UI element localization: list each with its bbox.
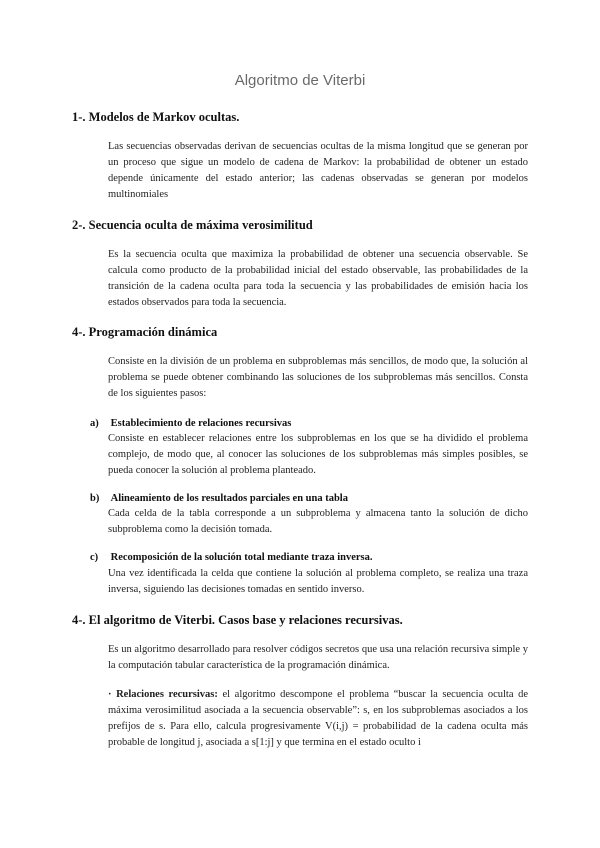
section-2-body: Es la secuencia oculta que maximiza la probabilidad de obtener una secuencia observable. Se calcula como producto de la probabilidad inicial del estado observable, las probabilidades de la transición de la cadena oculta para toda la secuencia y las probabilidades de emisión hacia los estados observados para toda la secuencia. — [108, 249, 528, 308]
step-b-body: Cada celda de la tabla corresponde a un subproblema y almacena tanto la solución de dicho subproblema como la decisión tomada. — [108, 508, 528, 535]
section-4-body-2 — [108, 687, 528, 751]
section-1-heading: 1-. Modelos de Markov ocultas. — [72, 110, 240, 124]
step-b-label: b) — [90, 493, 100, 504]
step-c-title: Recomposición de la solución total mediante traza inversa. — [110, 552, 373, 563]
section-3-heading: 4-. Programación dinámica — [72, 325, 218, 339]
section-3-body: Consiste en la división de un problema en subproblemas más sencillos, de modo que, la solución al problema se puede obtener combinando las soluciones de los subproblemas más sencillos. Consta de los siguientes pasos: — [108, 356, 528, 399]
step-a-title: Establecimiento de relaciones recursivas — [110, 418, 292, 429]
step-c-label: c) — [90, 552, 99, 563]
step-b-title: Alineamiento de los resultados parciales en una tabla — [110, 493, 348, 504]
step-c-heading — [90, 552, 373, 563]
step-a-heading — [90, 418, 291, 429]
recursive-relations-text: el algoritmo descompone el problema “buscar la secuencia oculta de máxima verosimilitud asociada a la secuencia observable”: s, en los subproblemas asociados a los prefijos de s. Para ello, calcula progresivamente V(i,j) = probabilidad de la cadena oculta más probable de longitud j, asociada a s[1:j] y que termina en el estado oculto i — [108, 689, 528, 748]
document-title: Algoritmo de Viterbi — [234, 72, 366, 89]
section-1-body: Las secuencias observadas derivan de secuencias ocultas de la misma longitud que se generan por un proceso que sigue un modelo de cadena de Markov: la probabilidad de obtener un estado depende únicamente del estado anterior; las cadenas observadas se generan por modelos multinomiales — [108, 141, 528, 200]
step-c-body: Una vez identificada la celda que contiene la solución al problema completo, se realiza una traza inversa, siguiendo las decisiones tomadas en sentido inverso. — [108, 568, 528, 595]
step-b-heading — [90, 493, 348, 504]
step-a-body: Consiste en establecer relaciones entre los subproblemas en los que se ha dividido el problema complejo, de modo que, al conocer las soluciones de los subproblemas más simples posibles, se pueda conocer la solución al problema planteado. — [108, 433, 528, 476]
recursive-relations-label: · Relaciones recursivas: — [108, 689, 218, 700]
section-2-heading: 2-. Secuencia oculta de máxima verosimilitud — [72, 218, 313, 232]
section-4-body-1: Es un algoritmo desarrollado para resolver códigos secretos que usa una relación recursiva simple y la computación tabular característica de la programación dinámica. — [108, 644, 528, 671]
section-4-heading: 4-. El algoritmo de Viterbi. Casos base y relaciones recursivas. — [72, 613, 403, 627]
step-a-label: a) — [90, 418, 99, 429]
